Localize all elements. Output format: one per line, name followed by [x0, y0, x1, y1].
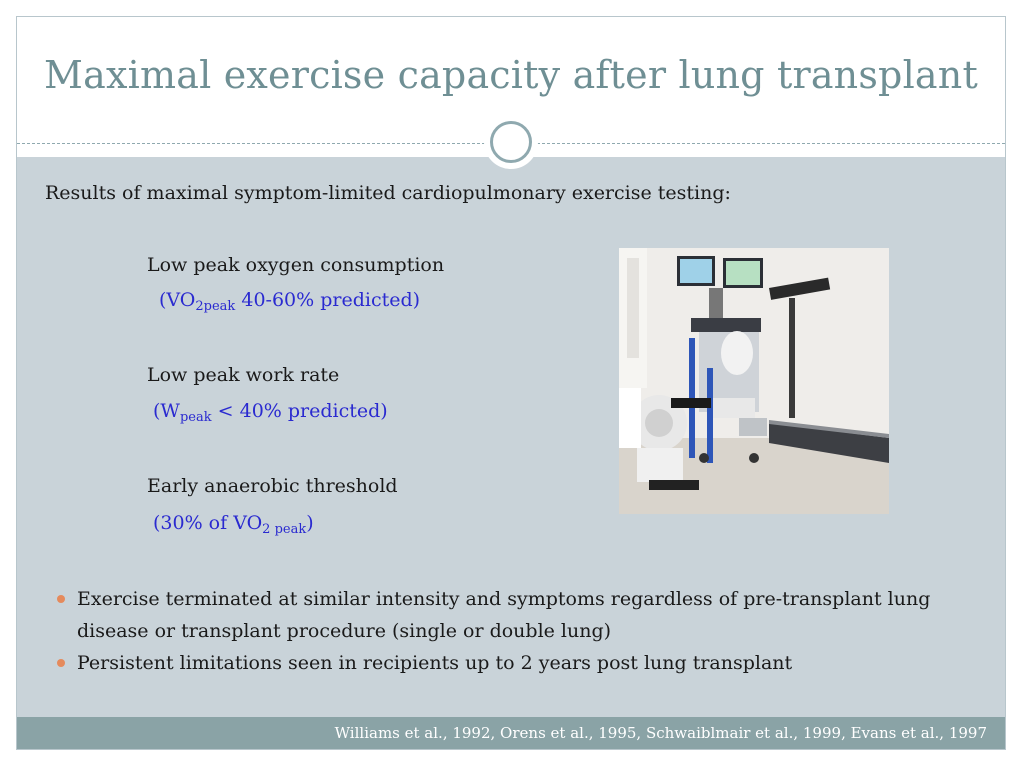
slide [16, 16, 1006, 750]
finding-3-label: Early anaerobic threshold [147, 475, 398, 497]
exercise-lab-photo [619, 248, 889, 514]
slide-footer [17, 717, 1005, 750]
slide-title: Maximal exercise capacity after lung transplant [44, 53, 978, 97]
bullet-item: Exercise terminated at similar intensity and symptoms regardless of pre-transplant lung disease or transplant procedure (single or double lung) [55, 583, 935, 647]
references-text: Williams et al., 1992, Orens et al., 1995, Schwaiblmair et al., 1999, Evans et al., 1997 [334, 724, 987, 742]
finding-2-detail: ($W_{peak} < 40\%$ predicted) [153, 400, 388, 425]
bullet-item: Persistent limitations seen in recipients up to 2 years post lung transplant [55, 647, 935, 679]
bullet-icon [57, 595, 65, 603]
finding-3-detail: (30% of $VO_{2 peak}$) [153, 512, 314, 537]
finding-2-label: Low peak work rate [147, 364, 340, 386]
intro-text: Results of maximal symptom-limited cardiopulmonary exercise testing: [45, 182, 731, 204]
divider-ring-icon [484, 115, 538, 169]
summary-bullets [55, 583, 935, 679]
exercise-lab-illustration [619, 248, 889, 514]
bullet-icon [57, 659, 65, 667]
finding-1-label: Low peak oxygen consumption [147, 254, 445, 276]
finding-1-detail: ($VO_{2peak}$ 40-60% predicted) [159, 289, 421, 314]
